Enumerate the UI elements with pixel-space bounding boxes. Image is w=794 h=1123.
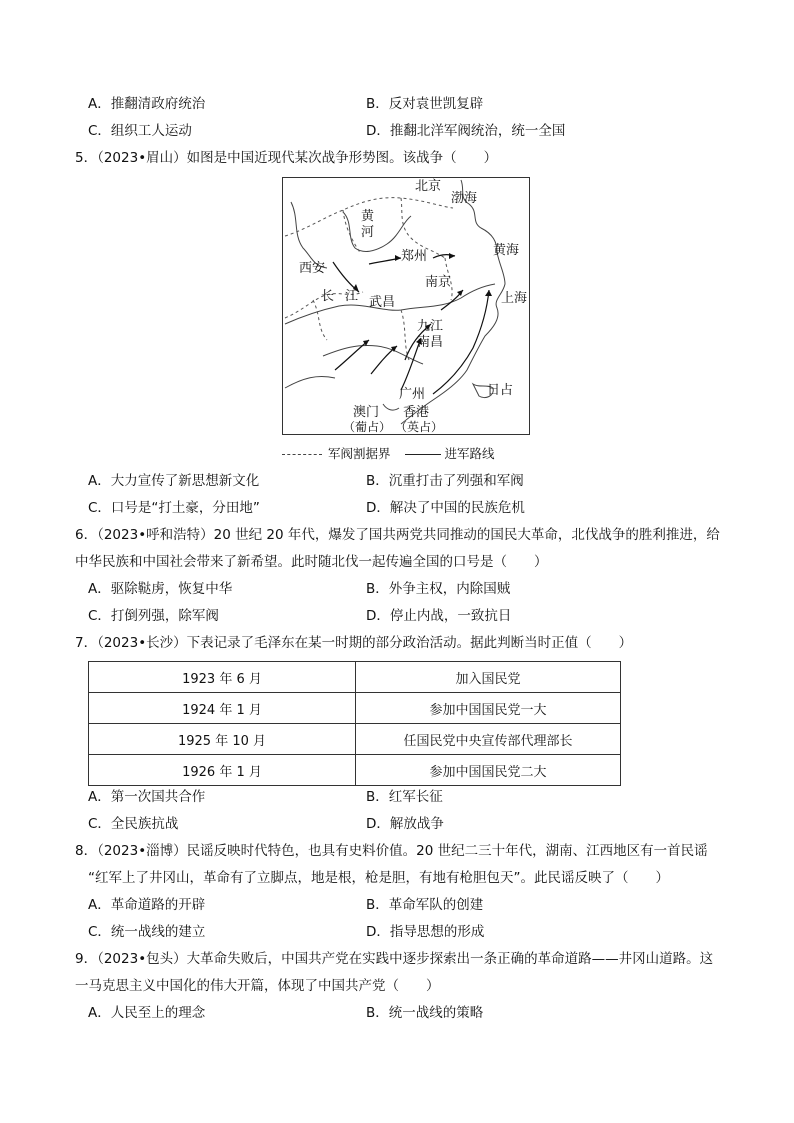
- q7-option-b: B．红军长征: [366, 789, 443, 805]
- map-label-nanchang: 南昌: [417, 335, 444, 350]
- q4-option-b: B．反对袁世凯复辟: [366, 96, 484, 112]
- map-label-chang: 长: [321, 289, 335, 304]
- q6-option-c: C．打倒列强，除军阀: [88, 608, 219, 624]
- q9-option-a: A．人民至上的理念: [88, 1005, 206, 1021]
- war-situation-map: [282, 177, 530, 435]
- map-label-huang: 黄: [361, 209, 375, 224]
- table-cell-date: 1923 年 6 月: [89, 662, 356, 693]
- q5-option-c: C．口号是“打土豪，分田地”: [88, 500, 260, 516]
- map-label-yingzhan: （英占）: [395, 420, 444, 434]
- q8-option-a: A．革命道路的开辟: [88, 897, 206, 913]
- table-cell-event: 参加中国国民党一大: [356, 693, 621, 724]
- table-cell-event: 参加中国国民党二大: [356, 755, 621, 786]
- q4-option-c: C．组织工人运动: [88, 123, 192, 139]
- table-cell-event: 任国民党中央宣传部代理部长: [356, 724, 621, 755]
- q6-stem-line2: 中华民族和中国社会带来了新希望。此时随北伐一起传遍全国的口号是（ ）: [75, 554, 548, 570]
- q8-option-c: C．统一战线的建立: [88, 924, 206, 940]
- map-label-huanghai: 黄海: [493, 243, 520, 258]
- q9-stem-line2: 一马克思主义中国化的伟大开篇，体现了中国共产党（ ）: [75, 978, 440, 994]
- q7-option-c: C．全民族抗战: [88, 816, 179, 832]
- q6-option-d: D．停止内战，一致抗日: [366, 608, 512, 624]
- q7-stem: 7．（2023•长沙）下表记录了毛泽东在某一时期的部分政治活动。据此判断当时正值（ ）: [75, 635, 633, 651]
- table-cell-date: 1925 年 10 月: [89, 724, 356, 755]
- q6-stem-line1: 6．（2023•呼和浩特）20 世纪 20 年代，爆发了国共两党共同推动的国民大革命，北伐战争的胜利推进，给: [75, 527, 720, 543]
- map-label-zhengzhou: 郑州: [401, 249, 428, 264]
- q9-option-b: B．统一战线的策略: [366, 1005, 484, 1021]
- q5-option-d: D．解决了中国的民族危机: [366, 500, 525, 516]
- table-row: [89, 755, 621, 786]
- q4-option-d: D．推翻北洋军阀统治，统一全国: [366, 123, 566, 139]
- map-label-shanghai: 上海: [501, 291, 528, 306]
- q6-option-a: A．驱除鞑虏，恢复中华: [88, 581, 233, 597]
- q5-option-b: B．沉重打击了列强和军阀: [366, 473, 524, 489]
- activity-table: [88, 661, 621, 786]
- map-label-guangzhou: 广州: [399, 387, 426, 402]
- table-cell-event: 加入国民党: [356, 662, 621, 693]
- map-label-aomen: 澳门: [353, 405, 380, 420]
- map-label-jiang: 江: [345, 289, 359, 304]
- q5-stem: 5．（2023•眉山）如图是中国近现代某次战争形势图。该战争（ ）: [75, 150, 498, 166]
- legend-boundary-label: 军阀割据界: [328, 446, 391, 461]
- table-cell-date: 1924 年 1 月: [89, 693, 356, 724]
- table-row: [89, 662, 621, 693]
- map-label-bohai: 渤海: [451, 191, 478, 206]
- q5-option-a: A．大力宣传了新思想新文化: [88, 473, 260, 489]
- q6-option-b: B．外争主权，内除国贼: [366, 581, 511, 597]
- q8-stem-line2: “红军上了井冈山，革命有了立脚点，地是根，枪是胆，有地有枪胆包天”。此民谣反映了（ ）: [88, 870, 669, 886]
- table-row: [89, 724, 621, 755]
- map-label-rizhan: 日占: [487, 383, 514, 398]
- map-label-puzhan: （葡占）: [343, 420, 392, 434]
- map-label-jiujiang: 九江: [417, 319, 444, 334]
- q8-stem-line1: 8．（2023•淄博）民谣反映时代特色，也具有史料价值。20 世纪二三十年代，湖南、江西地区有一首民谣: [75, 843, 708, 859]
- q9-stem-line1: 9．（2023•包头）大革命失败后，中国共产党在实践中逐步探索出一条正确的革命道路——井冈山道路。这: [75, 951, 714, 967]
- map-label-xianggang: 香港: [403, 405, 430, 420]
- q8-option-b: B．革命军队的创建: [366, 897, 484, 913]
- map-label-beijing: 北京: [415, 179, 442, 194]
- q7-option-d: D．解放战争: [366, 816, 444, 832]
- q7-option-a: A．第一次国共合作: [88, 789, 206, 805]
- q4-option-a: A．推翻清政府统治: [88, 96, 206, 112]
- map-legend: [282, 444, 530, 462]
- legend-route-label: 进军路线: [444, 446, 495, 461]
- map-label-he: 河: [361, 225, 375, 240]
- q8-option-d: D．指导思想的形成: [366, 924, 485, 940]
- legend-dashed-line: [282, 454, 322, 455]
- legend-solid-line: [405, 454, 441, 455]
- table-cell-date: 1926 年 1 月: [89, 755, 356, 786]
- map-label-wuchang: 武昌: [369, 295, 396, 310]
- map-label-nanjing: 南京: [425, 275, 452, 290]
- table-row: [89, 693, 621, 724]
- map-label-xian: 西安: [299, 261, 326, 276]
